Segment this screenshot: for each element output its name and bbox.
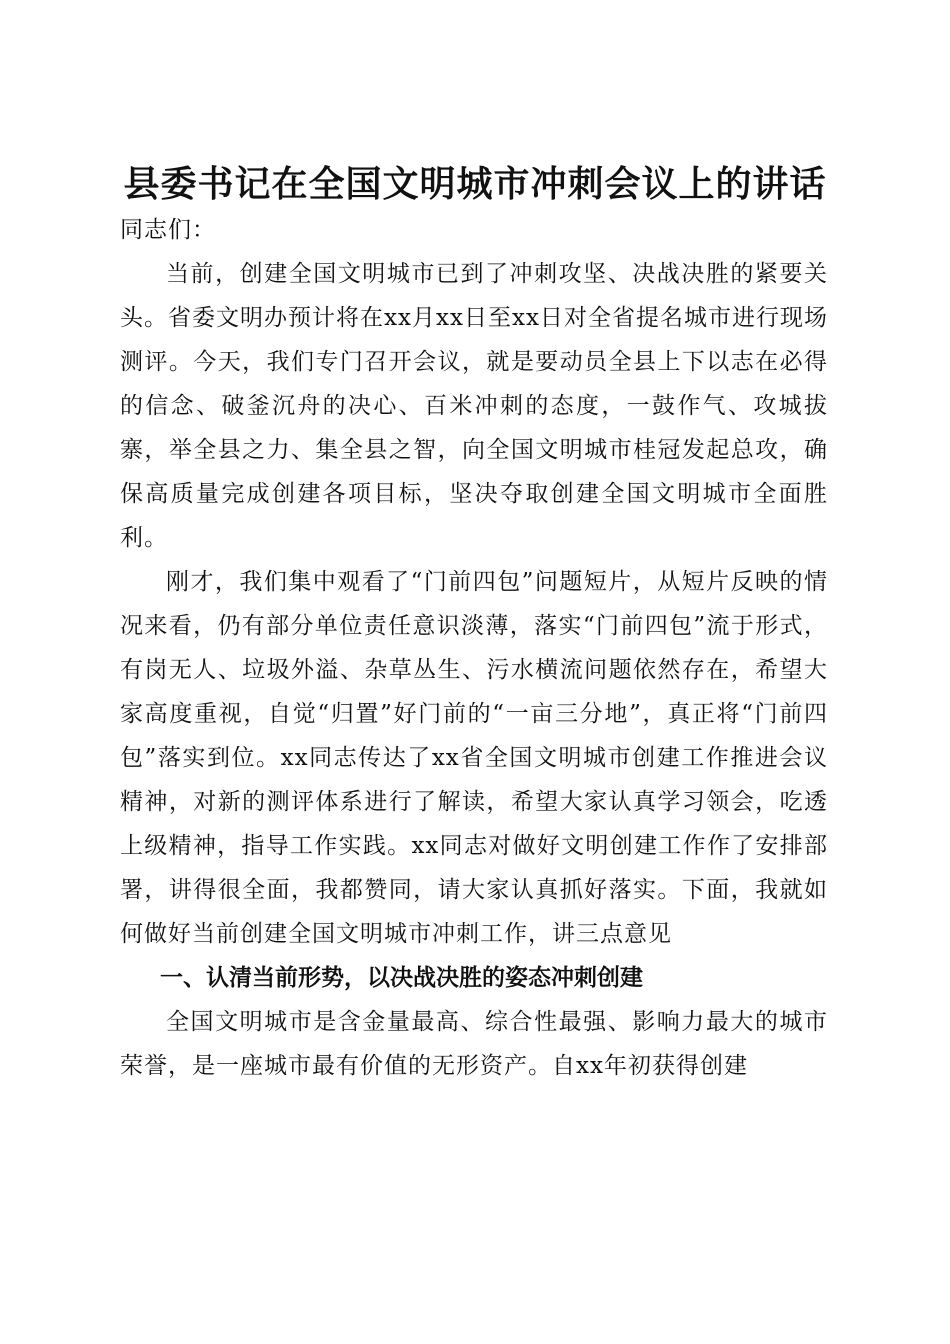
document-body: [120, 208, 828, 1088]
paragraph-review: 刚才，我们集中观看了“门前四包”问题短片，从短片反映的情况来看，仍有部分单位责任意识淡薄，落实“门前四包”流于形式，有岗无人、垃圾外溢、杂草丛生、污水横流问题依然存在，希望大家高度重视，自觉“归置”好门前的“一亩三分地”，真正将“门前四包”落实到位。xx同志传达了xx省全国文明城市创建工作推进会议精神，对新的测评体系进行了解读，希望大家认真学习领会，吃透上级精神，指导工作实践。xx同志对做好文明创建工作作了安排部署，讲得很全面，我都赞同，请大家认真抓好落实。下面，我就如何做好当前创建全国文明城市冲刺工作，讲三点意见: [120, 569, 828, 947]
document-title: 县委书记在全国文明城市冲刺会议上的讲话: [123, 163, 827, 206]
paragraph-opening: 当前，创建全国文明城市已到了冲刺攻坚、决战决胜的紧要关头。省委文明办预计将在xx月xx日至xx日对全省提名城市进行现场测评。今天，我们专门召开会议，就是要动员全县上下以志在必得的信念、破釜沉舟的决心、百米冲刺的态度，一鼓作气、攻城拔寨，举全县之力、集全县之智，向全国文明城市桂冠发起总攻，确保高质量完成创建各项目标，坚决夺取创建全国文明城市全面胜利。: [120, 261, 828, 551]
section-heading-1: 一、认清当前形势，以决战决胜的姿态冲刺创建: [160, 965, 643, 991]
paragraph-section-1: 全国文明城市是含金量最高、综合性最强、影响力最大的城市荣誉，是一座城市最有价值的无形资产。自xx年初获得创建: [120, 1009, 828, 1079]
salutation: 同志们：: [120, 217, 216, 243]
